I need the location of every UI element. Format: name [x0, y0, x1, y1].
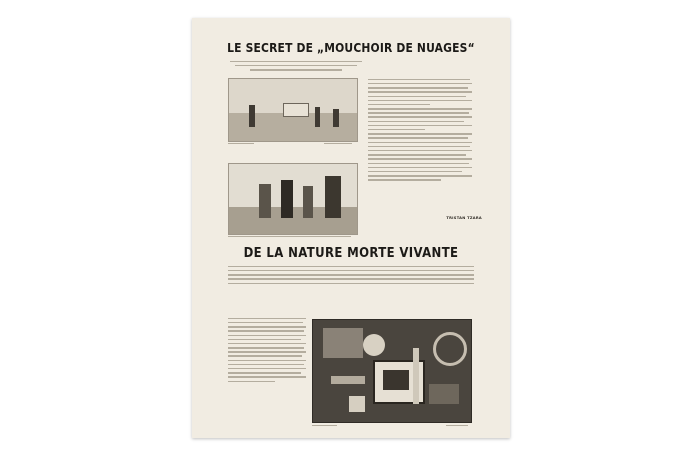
- photo-figure: [303, 186, 313, 218]
- art-shape: [429, 384, 459, 404]
- article-text-column: [368, 76, 472, 216]
- photo-figure: [315, 107, 320, 127]
- photo-figure: [259, 184, 271, 218]
- photo-figure: [281, 180, 293, 218]
- art-shape: [433, 332, 467, 366]
- photo-figure: [325, 176, 341, 218]
- heading-mouchoir-de-nuages: LE SECRET DE „MOUCHOIR DE NUAGES“: [227, 40, 475, 55]
- artwork-caption: [312, 424, 470, 427]
- art-shape: [363, 334, 385, 356]
- stage-photo-2: [228, 163, 358, 235]
- art-shape: [383, 370, 409, 390]
- photo-figure: [249, 105, 255, 127]
- still-life-artwork: [312, 319, 472, 423]
- art-shape: [349, 396, 365, 412]
- art-shape: [323, 328, 363, 358]
- photo-1-caption: [228, 142, 356, 145]
- stage-photo-1: [228, 78, 358, 142]
- photo-figure: [283, 103, 309, 117]
- intro-text: [230, 58, 362, 73]
- art-shape: [331, 376, 365, 384]
- signature-tristan-tzara: TRISTAN TZARA: [446, 216, 482, 220]
- document-page: [192, 18, 510, 438]
- photo-2-caption: [228, 236, 356, 237]
- heading-nature-morte-vivante: DE LA NATURE MORTE VIVANTE: [243, 246, 459, 261]
- art-shape: [413, 348, 419, 404]
- photo-figure: [333, 109, 339, 127]
- lower-intro-text: [228, 263, 474, 313]
- lower-text-column: [228, 315, 306, 425]
